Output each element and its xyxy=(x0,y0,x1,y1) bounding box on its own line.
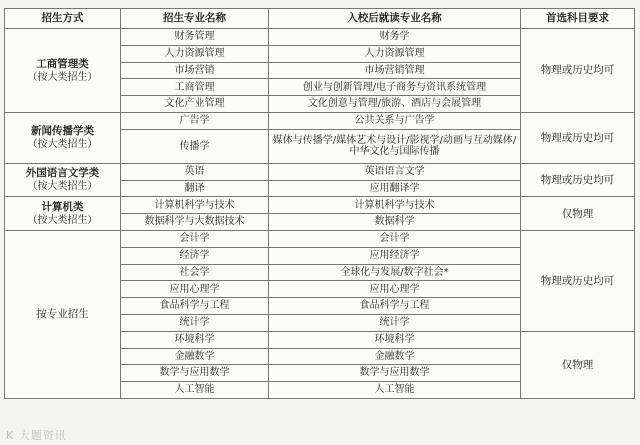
study-major: 应用心理学 xyxy=(269,281,521,298)
header-subject-requirement: 首选科目要求 xyxy=(521,9,635,29)
table-row xyxy=(5,163,635,180)
enroll-major: 市场营销 xyxy=(121,62,269,79)
study-major: 计算机科学与技术 xyxy=(269,197,521,214)
method-name: 按专业招生 xyxy=(36,308,89,321)
enroll-major: 财务管理 xyxy=(121,29,269,46)
enroll-major: 人工智能 xyxy=(121,382,269,399)
enroll-major: 人力资源管理 xyxy=(121,45,269,62)
study-major: 媒体与传播学/媒体艺术与设计/影视学/动画与互动媒体/中华文化与国际传播 xyxy=(269,129,521,163)
method-note: （按大类招生） xyxy=(27,139,98,151)
study-major: 食品科学与工程 xyxy=(269,298,521,315)
enroll-major: 数学与应用数学 xyxy=(121,365,269,382)
method-note: （按大类招生） xyxy=(27,181,98,193)
enroll-major: 金融数学 xyxy=(121,348,269,365)
enroll-major: 计算机科学与技术 xyxy=(121,197,269,214)
enroll-major: 数据科学与大数据技术 xyxy=(121,214,269,231)
enroll-major: 文化产业管理 xyxy=(121,96,269,113)
study-major: 文化创意与管理/旅游、酒店与会展管理 xyxy=(269,96,521,113)
study-major: 全球化与发展/数字社会* xyxy=(269,264,521,281)
admission-table xyxy=(4,8,635,399)
study-major: 数学与应用数学 xyxy=(269,365,521,382)
study-major: 创业与创新管理/电子商务与资讯系统管理 xyxy=(269,79,521,96)
enroll-major: 工商管理 xyxy=(121,79,269,96)
study-major: 应用翻译学 xyxy=(269,180,521,197)
enroll-major: 翻译 xyxy=(121,180,269,197)
enroll-major: 应用心理学 xyxy=(121,281,269,298)
study-major: 数据科学 xyxy=(269,214,521,231)
study-major: 人工智能 xyxy=(269,382,521,399)
enroll-major: 食品科学与工程 xyxy=(121,298,269,315)
study-major: 英语语言文学 xyxy=(269,163,521,180)
enroll-major: 英语 xyxy=(121,163,269,180)
method-name: 计算机类 xyxy=(41,200,84,213)
subject-requirement: 仅物理 xyxy=(521,197,635,231)
method-name: 工商管理类 xyxy=(36,57,89,70)
enroll-major: 环境科学 xyxy=(121,331,269,348)
method-cell xyxy=(5,163,121,197)
header-enroll-major: 招生专业名称 xyxy=(121,9,269,29)
subject-requirement: 物理或历史均可 xyxy=(521,230,635,331)
study-major: 会计学 xyxy=(269,230,521,247)
enroll-major: 经济学 xyxy=(121,247,269,264)
header-row xyxy=(5,9,635,29)
header-study-major: 入校后就读专业名称 xyxy=(269,9,521,29)
method-cell xyxy=(5,230,121,398)
method-note: （按大类招生） xyxy=(27,71,98,83)
subject-requirement: 物理或历史均可 xyxy=(521,163,635,197)
table-row xyxy=(5,29,635,46)
enroll-major: 广告学 xyxy=(121,112,269,129)
table-row xyxy=(5,197,635,214)
study-major: 统计学 xyxy=(269,314,521,331)
header-method: 招生方式 xyxy=(5,9,121,29)
study-major: 财务学 xyxy=(269,29,521,46)
study-major: 应用经济学 xyxy=(269,247,521,264)
method-name: 新闻传播学类 xyxy=(31,125,94,138)
study-major: 公共关系与广告学 xyxy=(269,112,521,129)
study-major: 市场营销管理 xyxy=(269,62,521,79)
subject-requirement: 物理或历史均可 xyxy=(521,112,635,163)
subject-requirement: 物理或历史均可 xyxy=(521,29,635,113)
study-major: 环境科学 xyxy=(269,331,521,348)
enroll-major: 社会学 xyxy=(121,264,269,281)
method-note: （按大类招生） xyxy=(27,214,98,226)
study-major: 金融数学 xyxy=(269,348,521,365)
enroll-major: 会计学 xyxy=(121,230,269,247)
subject-requirement: 仅物理 xyxy=(521,331,635,398)
method-cell xyxy=(5,197,121,231)
watermark: K 大题资讯 xyxy=(6,429,67,442)
table-row xyxy=(5,230,635,247)
study-major: 人力资源管理 xyxy=(269,45,521,62)
method-cell xyxy=(5,29,121,113)
method-name: 外国语言文学类 xyxy=(25,167,100,180)
table-row xyxy=(5,112,635,129)
enroll-major: 统计学 xyxy=(121,314,269,331)
method-cell xyxy=(5,112,121,163)
enroll-major: 传播学 xyxy=(121,129,269,163)
